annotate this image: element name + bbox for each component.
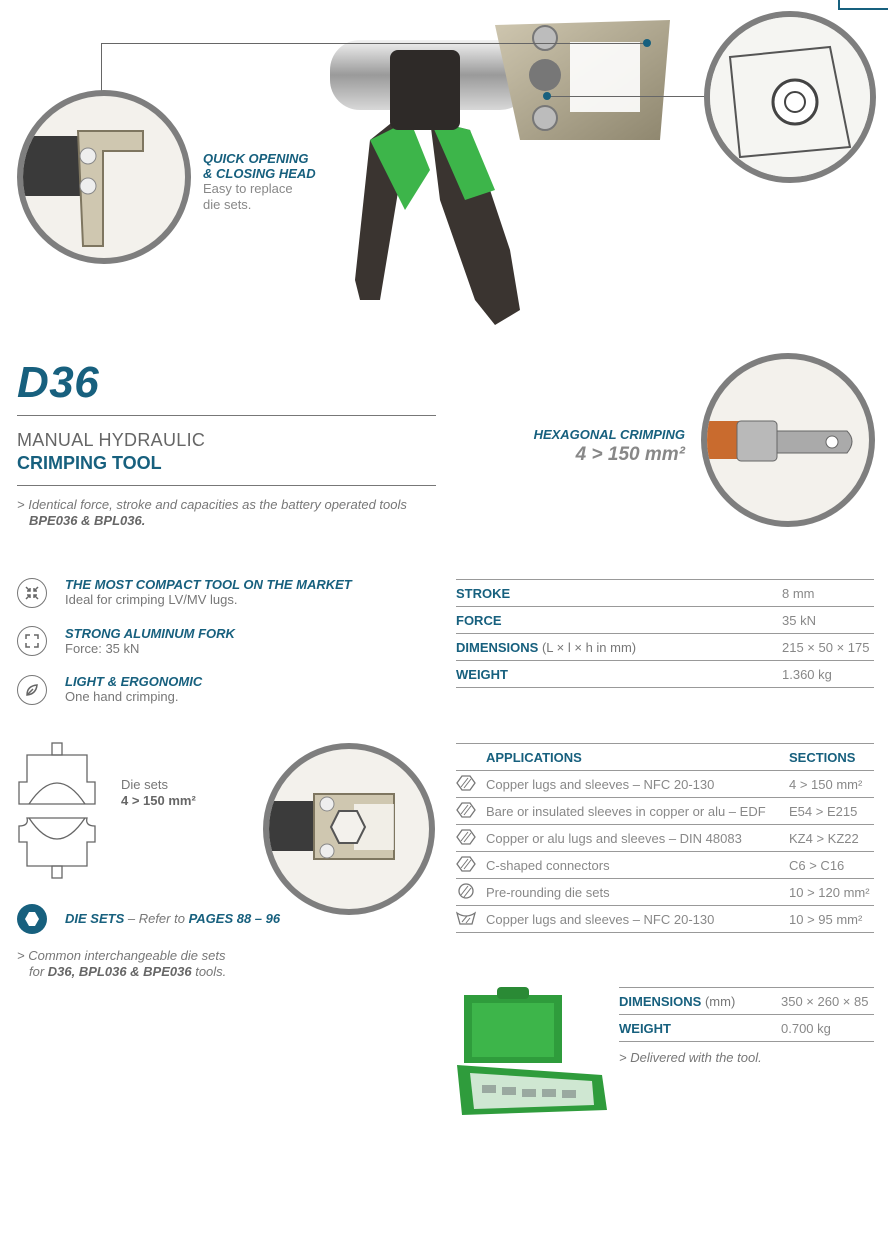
- product-note: [17, 497, 407, 529]
- feather-icon: [17, 675, 47, 705]
- subtitle-rule: [17, 485, 436, 486]
- feature-aluminum-text: Force: 35 kN: [65, 641, 140, 656]
- application-name: Copper lugs and sleeves – NFC 20-130: [486, 906, 789, 933]
- application-row: [456, 852, 874, 879]
- feature-compact: [65, 577, 352, 608]
- feature-compact-text: Ideal for crimping LV/MV lugs.: [65, 592, 238, 607]
- application-row: [456, 825, 874, 852]
- die-sets-range: 4 > 150 mm²: [121, 793, 196, 808]
- spec-row: [456, 634, 874, 661]
- die-sets-hex-icon: [17, 904, 47, 934]
- die-sets-common-note: [17, 948, 226, 980]
- case-spec-label: WEIGHT: [619, 1020, 671, 1036]
- spec-unit: (L × l × h in mm): [541, 639, 637, 655]
- callout-dot-top: [643, 39, 651, 47]
- die-sets-common-for: for: [29, 964, 48, 979]
- applications-table: [456, 743, 874, 933]
- product-subtitle-2: CRIMPING TOOL: [17, 453, 162, 473]
- case-spec-value: 350 × 260 × 85: [781, 988, 874, 1015]
- case-spec-row: [619, 1015, 874, 1042]
- spec-row: [456, 607, 874, 634]
- application-name: C-shaped connectors: [486, 852, 789, 879]
- die-sets-refer-pages[interactable]: PAGES 88 – 96: [188, 911, 281, 926]
- title-rule: [17, 415, 436, 416]
- application-sections: 10 > 120 mm²: [789, 879, 874, 906]
- spec-label: STROKE: [456, 585, 511, 601]
- product-note-prefix: > Identical force, stroke and capacities as the battery operated tools: [17, 497, 407, 512]
- indent-die-icon: [456, 910, 476, 926]
- spec-value: 35 kN: [782, 607, 874, 634]
- case-spec-label: DIMENSIONS: [619, 993, 702, 1009]
- product-subtitle-1: MANUAL HYDRAULIC: [17, 430, 206, 450]
- application-name: Copper or alu lugs and sleeves – DIN 48083: [486, 825, 789, 852]
- die-set-drawing: [15, 742, 100, 880]
- applications-col-sections: SECTIONS: [789, 744, 874, 771]
- page-corner-mark: [838, 0, 888, 10]
- die-sets-refer: [65, 911, 280, 926]
- die-sets-common-models: D36, BPL036 & BPE036: [47, 964, 192, 979]
- spec-value: 8 mm: [782, 580, 874, 607]
- application-name: Copper lugs and sleeves – NFC 20-130: [486, 771, 789, 798]
- application-sections: KZ4 > KZ22: [789, 825, 874, 852]
- spec-row: [456, 661, 874, 688]
- hex-crimping-range: 4 > 150 mm²: [575, 444, 685, 465]
- die-sets-refer-title: DIE SETS: [65, 911, 125, 926]
- feature-ergonomic: [65, 674, 202, 705]
- case-spec-table: [619, 987, 874, 1042]
- application-sections: C6 > C16: [789, 852, 874, 879]
- hex-crimping-title: HEXAGONAL CRIMPING: [533, 427, 685, 442]
- detail-circle-dies: [263, 743, 435, 915]
- product-note-models: BPE036 & BPL036.: [29, 513, 146, 528]
- application-sections: 4 > 150 mm²: [789, 771, 874, 798]
- quick-opening-text-1: Easy to replace: [203, 181, 293, 196]
- quick-opening-title-1: QUICK OPENING: [203, 151, 309, 166]
- case-spec-row: [619, 988, 874, 1015]
- application-sections: 10 > 95 mm²: [789, 906, 874, 933]
- feature-ergonomic-text: One hand crimping.: [65, 689, 179, 704]
- hex-die-icon: [456, 856, 476, 872]
- application-sections: E54 > E215: [789, 798, 874, 825]
- callout-line-right: [547, 96, 707, 97]
- applications-header-row: [456, 744, 874, 771]
- quick-opening-callout: [203, 151, 316, 213]
- detail-circle-lug: [701, 353, 875, 527]
- feature-aluminum-title: STRONG ALUMINUM FORK: [65, 626, 235, 641]
- compress-arrows-icon: [17, 578, 47, 608]
- hex-die-icon: [456, 775, 476, 791]
- case-note: > Delivered with the tool.: [619, 1050, 762, 1065]
- die-sets-common-prefix: > Common interchangeable die sets: [17, 948, 226, 963]
- round-die-icon: [456, 883, 476, 899]
- crimping-tool-image: [300, 0, 700, 335]
- die-sets-label-block: [121, 777, 196, 808]
- detail-circle-head: [17, 90, 191, 264]
- carry-case-image: [452, 985, 612, 1145]
- hex-crimping-block: [490, 427, 685, 466]
- applications-col-app: APPLICATIONS: [486, 744, 789, 771]
- case-spec-unit: (mm): [704, 993, 736, 1009]
- die-sets-common-suffix: tools.: [191, 964, 227, 979]
- callout-dot-mid: [543, 92, 551, 100]
- quick-opening-title-2: & CLOSING HEAD: [203, 166, 316, 181]
- application-row: [456, 879, 874, 906]
- case-spec-value: 0.700 kg: [781, 1015, 874, 1042]
- application-row: [456, 906, 874, 933]
- quick-opening-text-2: die sets.: [203, 197, 252, 212]
- spec-label: WEIGHT: [456, 666, 508, 682]
- application-name: Bare or insulated sleeves in copper or alu – EDF: [486, 798, 789, 825]
- application-name: Pre-rounding die sets: [486, 879, 789, 906]
- die-sets-refer-text: – Refer to: [124, 911, 189, 926]
- callout-line-top: [101, 43, 647, 44]
- tool-spec-table: [456, 579, 874, 688]
- application-row: [456, 771, 874, 798]
- spec-row: [456, 580, 874, 607]
- spec-label: FORCE: [456, 612, 502, 628]
- spec-label: DIMENSIONS: [456, 639, 539, 655]
- feature-ergonomic-title: LIGHT & ERGONOMIC: [65, 674, 203, 689]
- hex-die-icon: [456, 829, 476, 845]
- spec-value: 215 × 50 × 175: [782, 634, 874, 661]
- hex-die-icon: [456, 802, 476, 818]
- die-sets-label: Die sets: [121, 777, 168, 792]
- spec-value: 1.360 kg: [782, 661, 874, 688]
- application-row: [456, 798, 874, 825]
- frame-corners-icon: [17, 626, 47, 656]
- feature-compact-title: THE MOST COMPACT TOOL ON THE MARKET: [65, 577, 352, 592]
- feature-aluminum: [65, 626, 235, 657]
- detail-circle-die: [704, 11, 876, 183]
- product-model: D36: [17, 358, 100, 407]
